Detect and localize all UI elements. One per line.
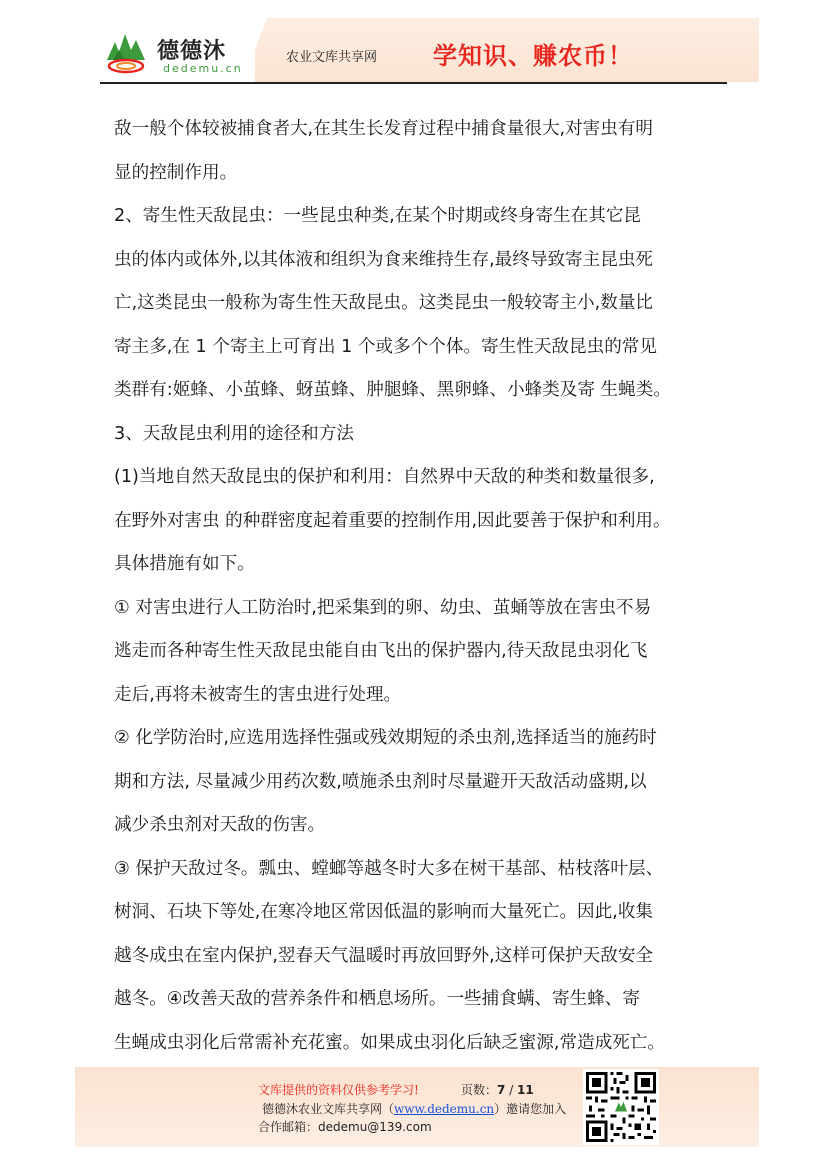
body-line: 亡,这类昆虫一般称为寄生性天敌昆虫。这类昆虫一般较寄主小,数量比 bbox=[114, 293, 654, 313]
body-line: 寄主多,在 1 个寄主上可育出 1 个或多个个体。寄生性天敌昆虫的常见 bbox=[114, 336, 657, 357]
footer-invite bbox=[262, 1100, 566, 1117]
page-footer bbox=[75, 1067, 759, 1147]
body-line: 显的控制作用。 bbox=[114, 162, 238, 183]
body-line: 减少杀虫剂对天敌的伤害。 bbox=[114, 815, 326, 835]
page-current: 7 bbox=[497, 1083, 506, 1097]
invite-suffix: ）邀请您加入 bbox=[494, 1102, 567, 1116]
body-line: 类群有:姬蜂、小茧蜂、蚜茧蜂、肿腿蜂、黑卵蜂、小蜂类及寄 生蝇类。 bbox=[114, 380, 671, 400]
body-line: 树洞、石块下等处,在寒冷地区常因低温的影响而大量死亡。因此,收集 bbox=[114, 902, 654, 922]
body-line: ② 化学防治时,应选用选择性强或残效期短的杀虫剂,选择适当的施药时 bbox=[114, 728, 657, 748]
brand-domain: dedemu.cn bbox=[163, 62, 243, 75]
header-divider-slant bbox=[243, 18, 267, 82]
header-slogan: 学知识、赚农币！ bbox=[433, 41, 633, 70]
document-body bbox=[114, 108, 724, 1065]
page-total: 11 bbox=[517, 1083, 534, 1097]
body-line: 走后,再将未被寄生的害虫进行处理。 bbox=[114, 684, 402, 705]
qr-code-icon[interactable] bbox=[583, 1069, 659, 1145]
page-separator: / bbox=[505, 1083, 518, 1097]
body-line: 在野外对害虫 的种群密度起着重要的控制作用,因此要善于保护和利用。 bbox=[114, 510, 671, 531]
body-line: 敌一般个体较被捕食者大,在其生长发育过程中捕食量很大,对害虫有明 bbox=[114, 119, 654, 139]
body-line: ③ 保护天敌过冬。瓢虫、螳螂等越冬时大多在树干基部、枯枝落叶层、 bbox=[114, 858, 664, 879]
invite-prefix: 德德沐农业文库共享网（ bbox=[262, 1102, 395, 1116]
footer-notice: 文库提供的资料仅供参考学习! bbox=[258, 1083, 419, 1097]
brand-name: 德德沐 bbox=[157, 38, 227, 64]
body-line: 生蝇成虫羽化后常需补充花蜜。如果成虫羽化后缺乏蜜源,常造成死亡。 bbox=[114, 1032, 666, 1053]
site-link[interactable]: www.dedemu.cn bbox=[394, 1102, 495, 1116]
body-line: 虫的体内或体外,以其体液和组织为食来维持生存,最终导致寄主昆虫死 bbox=[114, 249, 654, 270]
page-counter bbox=[461, 1081, 534, 1098]
body-line: 逃走而各种寄生性天敌昆虫能自由飞出的保护器内,待天敌昆虫羽化飞 bbox=[114, 641, 648, 661]
body-line: (1)当地自然天敌昆虫的保护和利用：自然界中天敌的种类和数量很多, bbox=[114, 467, 655, 487]
body-line: 期和方法, 尽量减少用药次数,喷施杀虫剂时尽量避开天敌活动盛期,以 bbox=[114, 771, 647, 792]
body-line: ① 对害虫进行人工防治时,把采集到的卵、幼虫、茧蛹等放在害虫不易 bbox=[114, 597, 652, 618]
body-line: 3、天敌昆虫利用的途径和方法 bbox=[114, 423, 354, 444]
page-header bbox=[75, 18, 759, 82]
dedemu-logo-icon bbox=[103, 30, 149, 76]
footer-email: 合作邮箱：dedemu@139.com bbox=[258, 1120, 432, 1134]
page-label: 页数： bbox=[461, 1083, 498, 1097]
site-name: 农业文库共享网 bbox=[286, 50, 378, 65]
header-rule bbox=[100, 82, 727, 84]
body-line: 2、寄生性天敌昆虫：一些昆虫种类,在某个时期或终身寄生在其它昆 bbox=[114, 206, 642, 226]
body-line: 具体措施有如下。 bbox=[114, 554, 255, 574]
body-line: 越冬。④改善天敌的营养条件和栖息场所。一些捕食螨、寄生蜂、寄 bbox=[114, 989, 640, 1009]
body-line: 越冬成虫在室内保护,翌春天气温暖时再放回野外,这样可保护天敌安全 bbox=[114, 945, 654, 966]
